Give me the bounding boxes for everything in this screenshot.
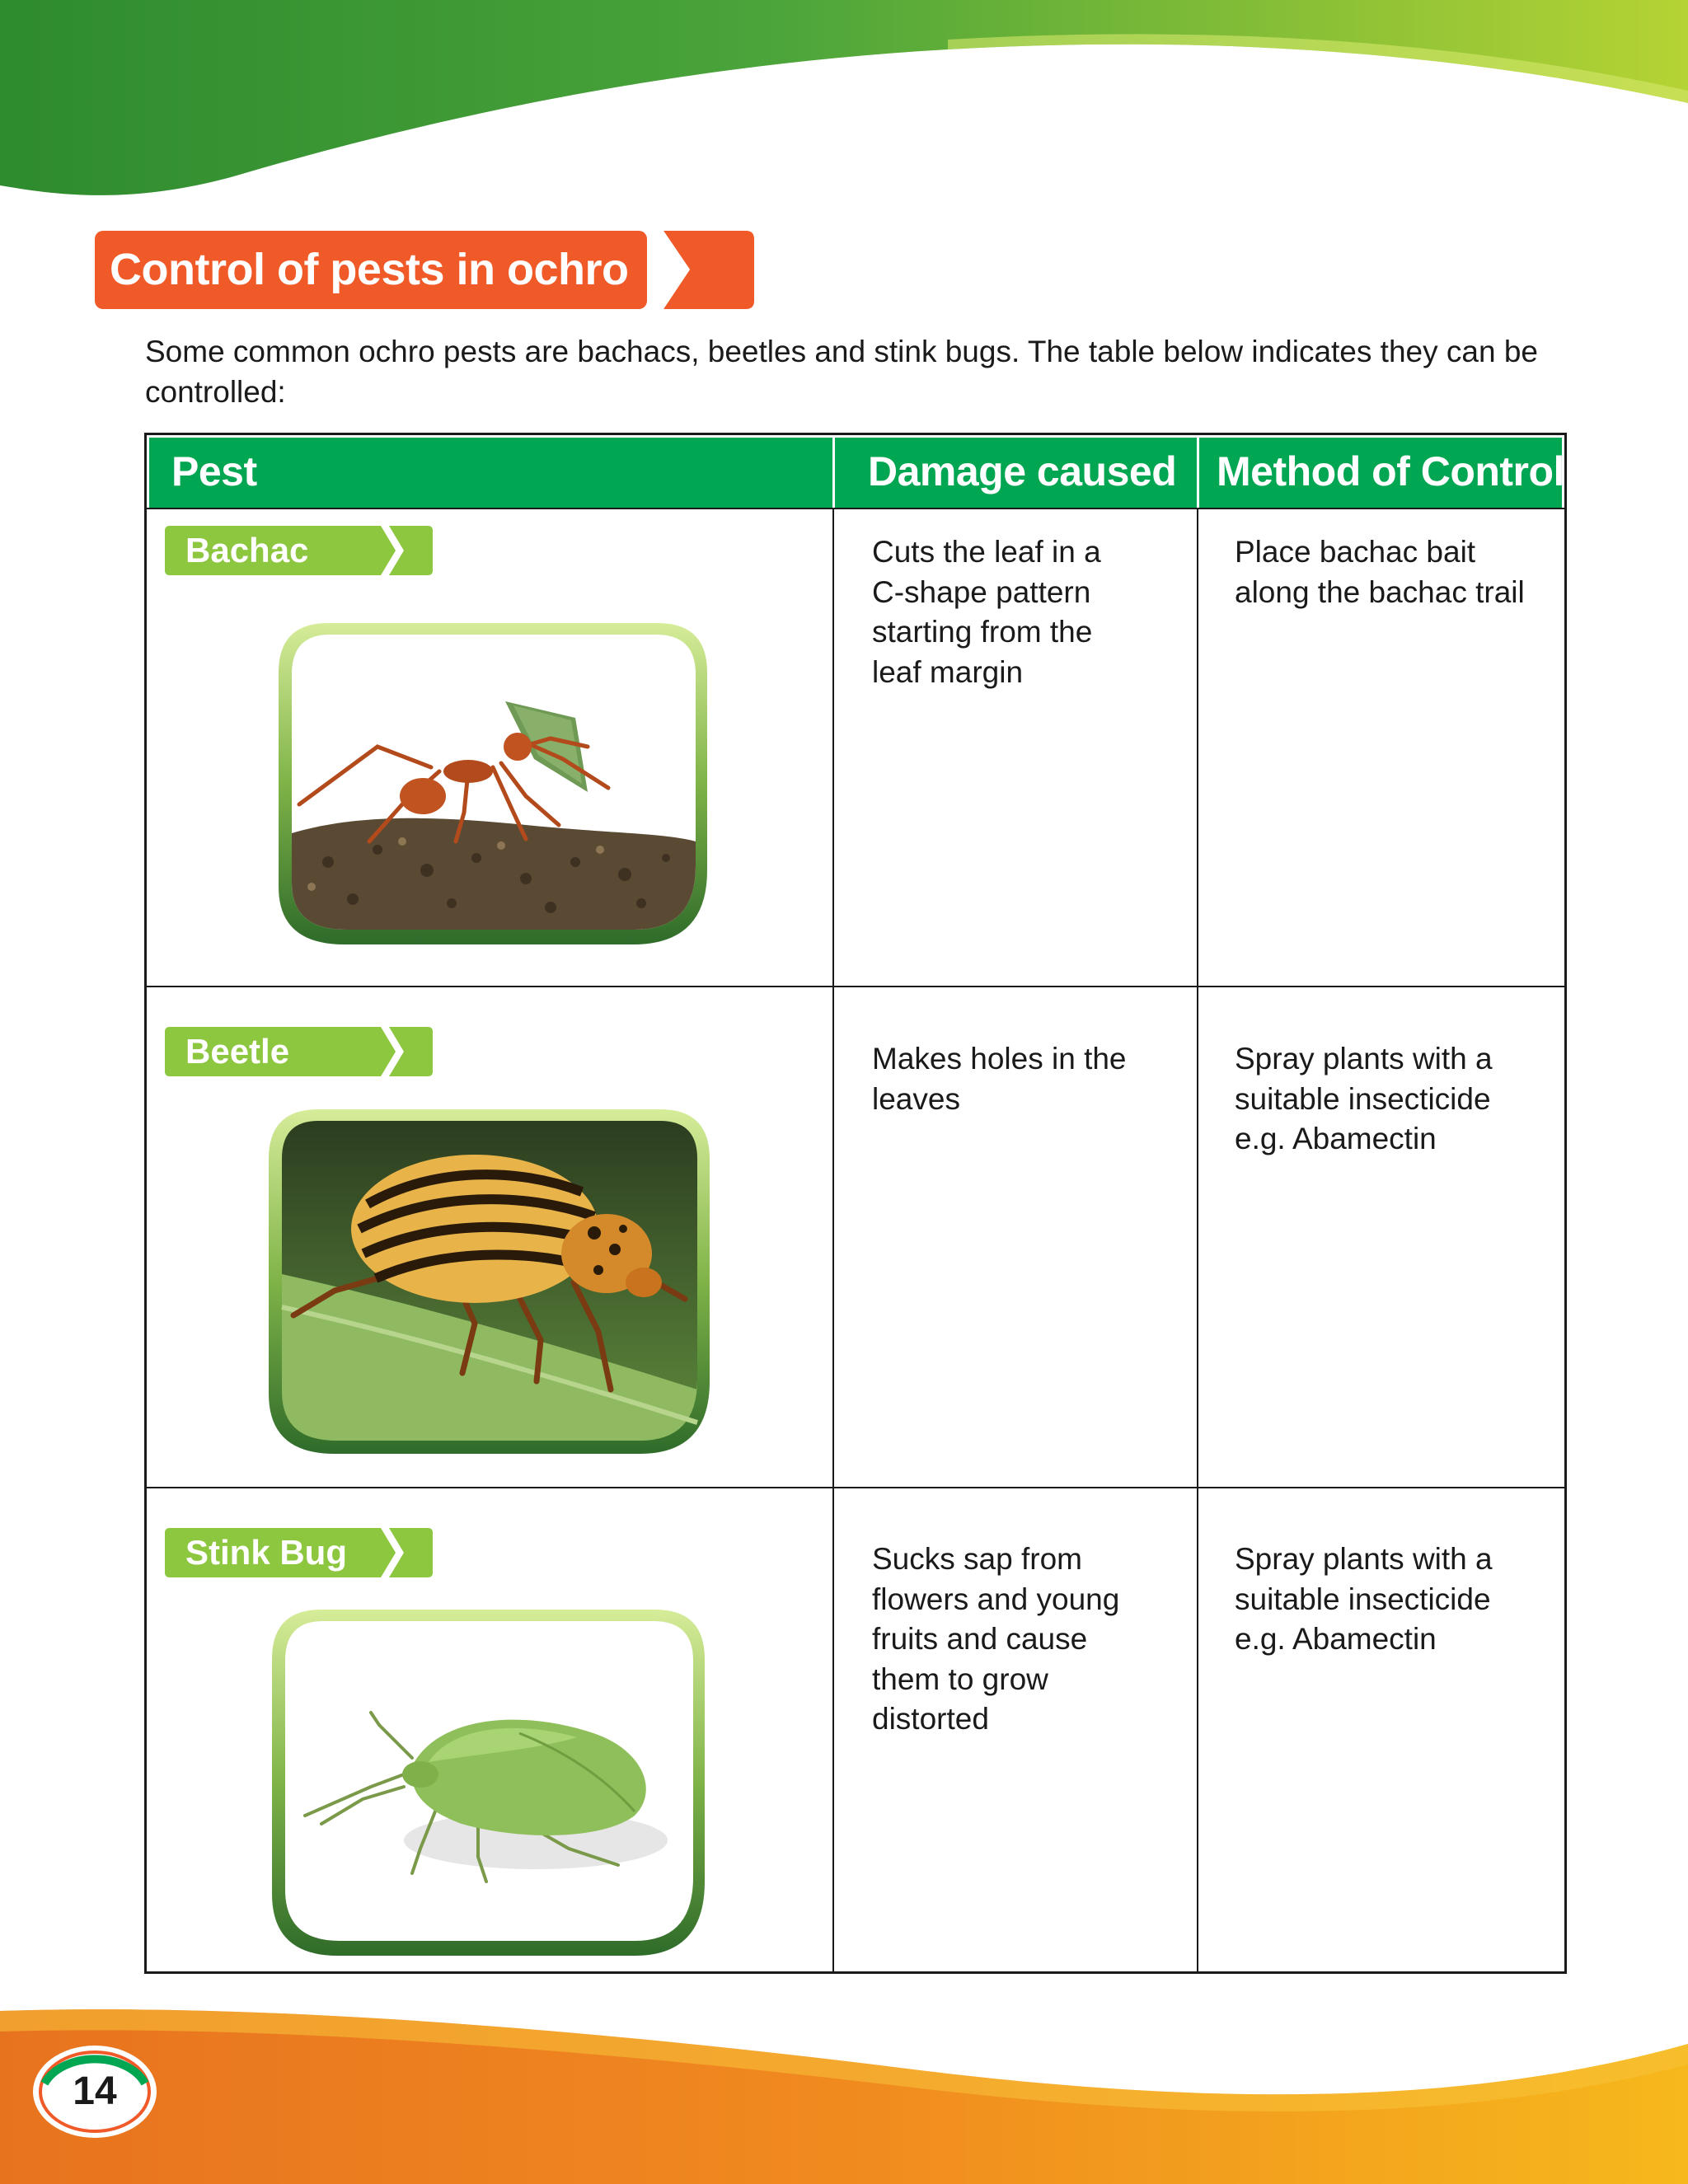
pest-control-table [144,433,1567,1974]
row-divider [147,1487,1564,1488]
pest-label-bachac [165,526,433,575]
damage-text-bachac [872,532,1101,692]
damage-line: flowers and young [872,1582,1120,1616]
header-pest: Pest [171,448,257,494]
row-divider [147,508,1564,509]
column-divider [832,435,834,1971]
intro-line-1: Some common ochro pests are bachacs, beetles and stink bugs. The table below indicates they can be [145,335,1538,368]
intro-paragraph [145,331,1546,412]
damage-line: leaf margin [872,654,1024,689]
method-line: e.g. Abamectin [1235,1122,1437,1155]
pest-name: Beetle [185,1032,290,1071]
header-method-of-control: Method of Control [1217,448,1564,494]
column-divider [1197,435,1198,1971]
method-line: along the bachac trail [1235,574,1525,609]
method-line: Spray plants with a [1235,1542,1493,1576]
pest-label-stink-bug [165,1528,433,1577]
pest-name: Bachac [185,531,309,569]
method-text-bachac [1235,532,1525,612]
pest-name: Stink Bug [185,1533,347,1572]
method-line: Spray plants with a [1235,1042,1493,1076]
bottom-wave-decoration [0,1994,1688,2184]
method-line: e.g. Abamectin [1235,1622,1437,1656]
page-number-badge [31,2044,158,2139]
damage-line: fruits and cause [872,1622,1088,1656]
header-divider [832,435,835,508]
damage-line: Makes holes in the [872,1042,1127,1076]
damage-text-beetle [872,1039,1127,1119]
damage-line: distorted [872,1702,989,1736]
method-line: suitable insecticide [1235,1582,1491,1616]
section-title: Control of pests in ochro [110,245,629,294]
section-banner [95,231,754,309]
top-wave-decoration [0,0,1688,198]
method-text-stink-bug [1235,1540,1493,1660]
method-line: suitable insecticide [1235,1081,1491,1116]
damage-line: Sucks sap from [872,1542,1082,1576]
page-number: 14 [73,2069,117,2113]
damage-line: them to grow [872,1661,1048,1696]
damage-line: C-shape pattern [872,574,1091,609]
intro-line-2: controlled: [145,375,286,409]
damage-line: leaves [872,1081,960,1116]
row-divider [147,986,1564,987]
damage-line: Cuts the leaf in a [872,535,1101,569]
header-damage-caused: Damage caused [868,448,1177,494]
pest-label-beetle [165,1027,433,1076]
method-line: Place bachac bait [1235,535,1476,569]
damage-line: starting from the [872,615,1093,649]
header-divider [1197,435,1199,508]
method-text-beetle [1235,1039,1493,1160]
damage-text-stink-bug [872,1540,1119,1740]
